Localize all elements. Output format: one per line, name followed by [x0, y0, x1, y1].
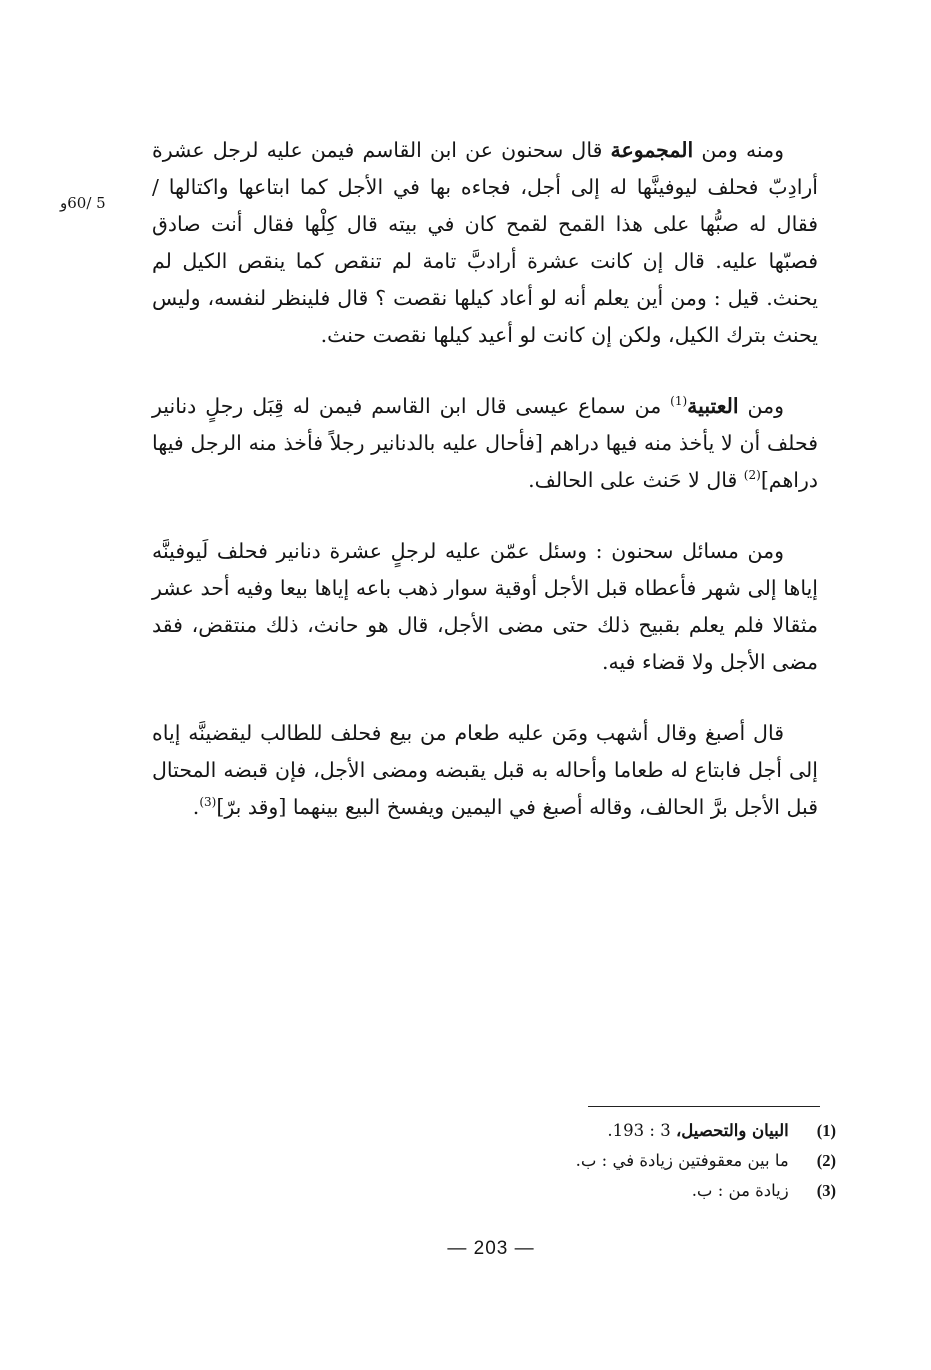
footnotes: [540, 1116, 836, 1206]
text-run: قال أصبغ وقال أشهب ومَن عليه طعام من بيع فحلف للطالب ليقضينَّه إياه إلى أجل فابتاع له طعاما وأحاله به قبل يقبضه ومضى الأجل، فإن قبضه المحتال قبل الأجل برَّ الحالف، وقاله أصبغ في اليمين ويفسخ البيع بينهما [وقد برّ]: [152, 721, 818, 819]
manuscript-folio-note: 5 /60و: [60, 194, 106, 212]
footnote-text: ما بين معقوفتين زيادة في : ب.: [575, 1151, 789, 1170]
paragraph: [152, 388, 818, 499]
text-run: ومنه ومن: [693, 138, 784, 162]
page-number: — 203 —: [447, 1238, 535, 1259]
source-title: المجموعة: [610, 138, 694, 162]
footnote-text: [607, 1116, 788, 1146]
paragraph: [152, 533, 818, 681]
source-title: العتبية: [687, 394, 739, 418]
paragraph: [152, 132, 818, 354]
text-run: ومن مسائل سحنون : وسئل عمّن عليه لرجلٍ عشرة دنانير فحلف لَيوفينَّه إياها إلى شهر فأعطاه قبل الأجل أوقية سوار ذهب باعه إياها بيعا وفيه أحد عشر مثقالا فلم يعلم بقبيح ذلك حتى مضى الأجل، قال هو حانث، ذلك منتقض، فقد مضى الأجل ولا قضاء فيه.: [152, 539, 818, 674]
footnote-text: زيادة من : ب.: [691, 1181, 789, 1200]
footnote: [540, 1116, 836, 1146]
footnote: [540, 1146, 836, 1176]
footnote-number: (2): [816, 1151, 836, 1170]
footnote-marker: (3): [199, 795, 217, 810]
text-run: قال سحنون عن ابن القاسم فيمن عليه لرجل عشرة أرادِبّ فحلف ليوفينَّها له إلى أجل، فجاءه بها في الأجل كما ابتاعها واكتالها / فقال له صبُّها على هذا القمح لقمح كان في بيته قال كِلْها فقال أنت صادق فصبّها عليه. قال إن كانت عشرة أرادبَّ تامة لم تنقص كما ينقص الكيل لم يحنث. قيل : ومن أين يعلم أنه لو أعاد كيلها نقصت ؟ قال فلينظر لنفسه، وليس يحنث بترك الكيل، ولكن إن كانت لو أعيد كيلها نقصت حنث.: [152, 138, 818, 347]
footnote-number: (1): [816, 1121, 836, 1140]
footnote: [540, 1176, 836, 1206]
text-run: ومن: [738, 394, 784, 418]
footnote-number: (3): [816, 1181, 836, 1200]
text-run: قال لا حَنث على الحالف.: [528, 468, 744, 492]
footnote-divider: [588, 1106, 820, 1107]
main-text: [152, 132, 818, 860]
footnote-source: البيان والتحصيل،: [675, 1121, 789, 1140]
footnote-detail: 3 : 193.: [607, 1121, 676, 1140]
text-run: من سماع عيسى قال ابن القاسم فيمن له قِبَل رجلٍ دنانير فحلف أن لا يأخذ منه فيها دراهم [فأحال عليه بالدنانير رجلاً فأخذ منه الرجل فيها دراهم]: [152, 394, 818, 492]
text-run: .: [192, 795, 200, 819]
footnote-marker: (2): [743, 468, 761, 483]
footnote-marker: (1): [670, 394, 688, 409]
paragraph: [152, 715, 818, 826]
